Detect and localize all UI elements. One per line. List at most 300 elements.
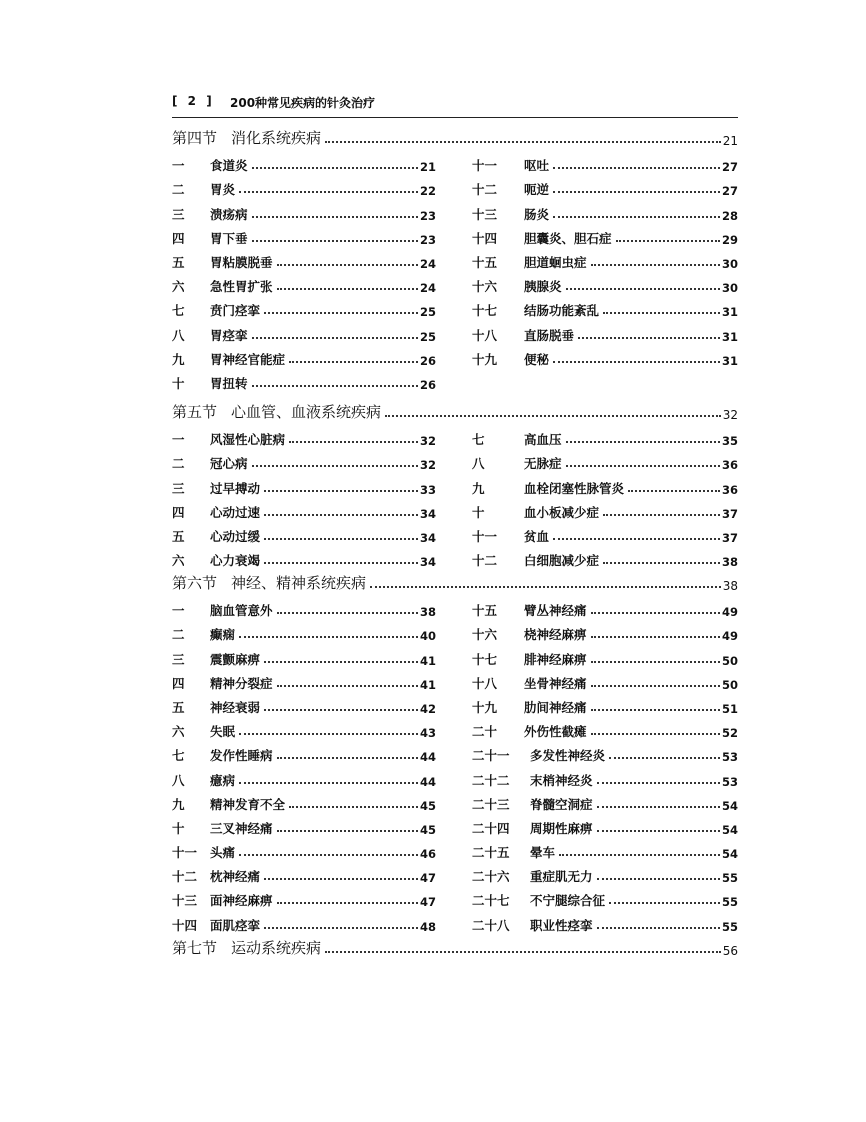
toc-entry [472,595,738,619]
toc-entry [472,198,738,222]
section-heading [172,934,738,958]
entry-number: 二十二 [472,772,510,788]
entry-title: 胃痉挛 [210,327,248,343]
entry-number: 十一 [172,845,198,861]
dot-leader [264,878,418,880]
toc-entry [172,692,436,716]
entry-title: 腓神经麻痹 [524,651,587,667]
entry-number: 八 [472,456,485,472]
toc-entry [172,716,436,740]
entry-page: 31 [721,305,738,320]
dot-leader [264,661,418,663]
entry-page: 55 [721,919,738,934]
dot-leader [591,264,720,266]
toc-entry [472,424,738,448]
section-title: 心血管、血液系统疾病 [231,403,382,421]
dot-leader [566,288,720,290]
toc-entry [172,861,436,885]
entry-page: 38 [721,555,738,570]
entry-title: 桡神经麻痹 [524,627,587,643]
dot-leader [289,806,418,808]
toc-entry [172,497,436,521]
entry-number: 十六 [472,279,498,295]
entry-number: 十八 [472,675,498,691]
section-title: 运动系统疾病 [231,939,322,957]
section-number: 第七节 [172,939,218,957]
entry-page: 38 [419,605,436,620]
entry-number: 十六 [472,627,498,643]
entry-number: 七 [472,432,485,448]
dot-leader [591,709,720,711]
toc-entry [172,521,436,545]
running-header [172,94,738,116]
entry-title: 冠心病 [210,456,248,472]
toc-entry [472,619,738,643]
toc-entry [472,692,738,716]
entry-number: 五 [172,528,185,544]
dot-leader [591,733,720,735]
toc-entry [472,643,738,667]
entry-number: 十四 [172,917,198,933]
dot-leader [252,240,418,242]
entry-page: 35 [721,434,738,449]
entry-title: 脑血管意外 [210,603,273,619]
entry-title: 面肌痉挛 [210,917,261,933]
dot-leader [628,490,720,492]
dot-leader [553,191,720,193]
entry-page: 54 [721,822,738,837]
dot-leader [609,757,720,759]
entry-number: 二十四 [472,820,510,836]
entry-page: 49 [721,605,738,620]
entry-title: 心动过缓 [210,528,261,544]
entry-title: 职业性痉挛 [530,917,593,933]
dot-leader [252,216,418,218]
entry-title: 晕车 [530,845,556,861]
entry-page: 40 [419,629,436,644]
toc-entry [172,885,436,909]
section-6 [172,569,738,934]
toc-entry [172,619,436,643]
entry-columns [172,424,738,569]
entry-page: 49 [721,629,738,644]
entry-title: 多发性神经炎 [530,748,606,764]
entry-page: 37 [721,530,738,545]
dot-leader [597,806,720,808]
entry-page: 52 [721,726,738,741]
entry-title: 胆囊炎、胆石症 [524,230,612,246]
entry-page: 34 [419,555,436,570]
dot-leader [385,415,721,417]
entry-page: 34 [419,530,436,545]
entry-page: 48 [419,919,436,934]
entry-title: 头痛 [210,845,236,861]
entry-title: 癫痫 [210,627,236,643]
toc-entry [472,861,738,885]
dot-leader [325,951,721,953]
toc-entry [172,368,436,392]
dot-leader [239,191,418,193]
entry-page: 25 [419,329,436,344]
entry-title: 胃下垂 [210,230,248,246]
toc-entry [472,716,738,740]
entry-title: 胃炎 [210,182,236,198]
entry-title: 肋间神经痛 [524,699,587,715]
toc-entry [472,344,738,368]
entry-number: 三 [172,206,185,222]
entry-title: 食道炎 [210,158,248,174]
entry-page: 54 [721,798,738,813]
dot-leader [591,636,720,638]
section-page: 32 [722,408,738,422]
toc-entry [172,740,436,764]
section-heading [172,569,738,593]
entry-title: 血小板减少症 [524,504,600,520]
toc-entry [172,344,436,368]
dot-leader [277,830,418,832]
dot-leader [566,441,720,443]
entry-page: 41 [419,677,436,692]
entry-page: 23 [419,208,436,223]
toc-entry [172,271,436,295]
entry-page: 47 [419,895,436,910]
dot-leader [566,465,720,467]
dot-leader [553,361,720,363]
toc-entry [472,497,738,521]
entry-page: 51 [721,701,738,716]
dot-leader [252,465,418,467]
dot-leader [277,288,418,290]
entry-number: 二十三 [472,796,510,812]
entry-page: 50 [721,653,738,668]
entry-number: 八 [172,772,185,788]
entry-number: 九 [172,796,185,812]
entry-page: 54 [721,847,738,862]
entry-number: 十九 [472,351,498,367]
entry-number: 二十一 [472,748,510,764]
entry-title: 贲门痉挛 [210,303,261,319]
entry-number: 五 [172,254,185,270]
dot-leader [616,240,720,242]
toc-entry [172,472,436,496]
entry-page: 53 [721,750,738,765]
entry-title: 面神经麻痹 [210,893,273,909]
page-number: [ 2 ] [172,94,215,108]
section-page: 21 [722,134,738,148]
entry-title: 胃神经官能症 [210,351,286,367]
entry-title: 癔病 [210,772,236,788]
toc-entry [472,295,738,319]
entry-page: 21 [419,160,436,175]
entry-number: 六 [172,279,185,295]
entry-number: 四 [172,504,185,520]
entry-title: 外伤性截瘫 [524,724,587,740]
entry-number: 十四 [472,230,498,246]
entry-number: 十 [172,375,185,391]
entry-title: 发作性睡病 [210,748,273,764]
section-7 [172,934,738,958]
entry-title: 胃扭转 [210,375,248,391]
dot-leader [597,830,720,832]
entry-columns [172,595,738,934]
entry-title: 高血压 [524,432,562,448]
dot-leader [264,709,418,711]
toc-entry [472,174,738,198]
entry-number: 七 [172,748,185,764]
toc-entry [172,448,436,472]
entry-title: 便秘 [524,351,550,367]
dot-leader [264,514,418,516]
entry-number: 九 [172,351,185,367]
entry-title: 胰腺炎 [524,279,562,295]
dot-leader [264,538,418,540]
section-5 [172,398,738,569]
entry-number: 十八 [472,327,498,343]
toc-entry [172,247,436,271]
dot-leader [239,733,418,735]
entry-number: 十七 [472,303,498,319]
entry-number: 二十 [472,724,498,740]
section-number: 第六节 [172,574,218,592]
section-page: 38 [722,579,738,593]
toc-entry [172,150,436,174]
dot-leader [239,782,418,784]
dot-leader [609,902,720,904]
entry-page: 28 [721,208,738,223]
entry-page: 22 [419,184,436,199]
dot-leader [264,927,418,929]
toc-entry [472,472,738,496]
section-heading [172,124,738,148]
section-page: 56 [722,944,738,958]
entry-number: 十九 [472,699,498,715]
entry-title: 急性胃扩张 [210,279,273,295]
left-column [172,595,436,934]
dot-leader [252,167,418,169]
entry-page: 55 [721,895,738,910]
toc-entry [172,837,436,861]
dot-leader [597,782,720,784]
entry-number: 二 [172,627,185,643]
header-rule [172,117,738,118]
entry-title: 贫血 [524,528,550,544]
toc-entry [472,837,738,861]
toc-entry [472,545,738,569]
entry-page: 27 [721,160,738,175]
entry-page: 26 [419,377,436,392]
right-column [472,595,738,934]
entry-page: 47 [419,871,436,886]
entry-title: 失眠 [210,724,236,740]
dot-leader [553,216,720,218]
entry-title: 三叉神经痛 [210,820,273,836]
entry-page: 30 [721,256,738,271]
toc-entry [172,174,436,198]
entry-number: 六 [172,724,185,740]
entry-page: 24 [419,281,436,296]
entry-number: 六 [172,553,185,569]
entry-title: 坐骨神经痛 [524,675,587,691]
entry-number: 二十七 [472,893,510,909]
dot-leader [289,441,418,443]
entry-page: 42 [419,701,436,716]
entry-title: 周期性麻痹 [530,820,593,836]
dot-leader [559,854,720,856]
dot-leader [603,562,720,564]
entry-page: 46 [419,847,436,862]
dot-leader [603,514,720,516]
entry-title: 风湿性心脏病 [210,432,286,448]
entry-title: 枕神经痛 [210,869,261,885]
dot-leader [239,636,418,638]
toc-entry [172,595,436,619]
dot-leader [264,562,418,564]
section-4 [172,124,738,392]
toc-entry [172,764,436,788]
dot-leader [597,927,720,929]
entry-number: 三 [172,651,185,667]
entry-number: 十七 [472,651,498,667]
dot-leader [325,141,721,143]
entry-number: 二 [172,182,185,198]
toc-entry [472,789,738,813]
entry-number: 十二 [472,553,498,569]
entry-page: 30 [721,281,738,296]
entry-page: 53 [721,774,738,789]
left-column [172,150,436,392]
entry-page: 45 [419,798,436,813]
section-heading [172,398,738,422]
entry-page: 36 [721,458,738,473]
section-number: 第四节 [172,129,218,147]
entry-number: 一 [172,603,185,619]
toc-entry [472,885,738,909]
right-column [472,150,738,392]
entry-number: 七 [172,303,185,319]
section-number: 第五节 [172,403,218,421]
entry-title: 精神分裂症 [210,675,273,691]
toc-entry [172,909,436,933]
dot-leader [370,586,721,588]
entry-title: 胆道蛔虫症 [524,254,587,270]
toc-entry [472,271,738,295]
book-title: 200种常见疾病的针灸治疗 [230,96,376,110]
entry-page: 37 [721,506,738,521]
entry-page: 31 [721,329,738,344]
entry-title: 白细胞减少症 [524,553,600,569]
dot-leader [597,878,720,880]
entry-title: 末梢神经炎 [530,772,593,788]
entry-number: 四 [172,675,185,691]
dot-leader [252,337,418,339]
toc-entry [172,424,436,448]
entry-title: 无脉症 [524,456,562,472]
dot-leader [553,538,720,540]
entry-title: 过早搏动 [210,480,261,496]
entry-title: 精神发育不全 [210,796,286,812]
entry-number: 二 [172,456,185,472]
entry-title: 不宁腿综合征 [530,893,606,909]
entry-number: 十二 [472,182,498,198]
toc-entry [172,813,436,837]
dot-leader [591,685,720,687]
entry-page: 27 [721,184,738,199]
right-column [472,424,738,569]
entry-page: 24 [419,256,436,271]
toc-entry [172,198,436,222]
entry-number: 三 [172,480,185,496]
entry-number: 十二 [172,869,198,885]
entry-page: 44 [419,750,436,765]
entry-number: 十一 [472,158,498,174]
toc-entry [472,319,738,343]
toc-entry [172,643,436,667]
entry-page: 25 [419,305,436,320]
toc-entry [172,319,436,343]
entry-title: 重症肌无力 [530,869,593,885]
dot-leader [264,490,418,492]
dot-leader [553,167,720,169]
dot-leader [591,612,720,614]
entry-title: 震颤麻痹 [210,651,261,667]
entry-title: 心力衰竭 [210,553,261,569]
entry-columns [172,150,738,392]
dot-leader [252,385,418,387]
section-title: 神经、精神系统疾病 [231,574,367,592]
entry-page: 41 [419,653,436,668]
toc-entry [172,789,436,813]
toc-entry [472,813,738,837]
entry-title: 呃逆 [524,182,550,198]
entry-number: 八 [172,327,185,343]
entry-page: 55 [721,871,738,886]
toc-entry [472,521,738,545]
dot-leader [578,337,720,339]
dot-leader [289,361,418,363]
entry-number: 二十六 [472,869,510,885]
entry-title: 溃疡病 [210,206,248,222]
dot-leader [277,685,418,687]
entry-page: 45 [419,822,436,837]
dot-leader [264,312,418,314]
entry-number: 二十八 [472,917,510,933]
entry-number: 十五 [472,603,498,619]
toc-entry [472,668,738,692]
entry-page: 31 [721,353,738,368]
entry-title: 直肠脱垂 [524,327,575,343]
entry-title: 结肠功能紊乱 [524,303,600,319]
toc-entry [172,295,436,319]
entry-number: 一 [172,432,185,448]
toc-entry [472,909,738,933]
dot-leader [239,854,418,856]
toc-entry [172,545,436,569]
entry-number: 九 [472,480,485,496]
entry-page: 29 [721,232,738,247]
entry-title: 臂丛神经痛 [524,603,587,619]
dot-leader [277,264,418,266]
section-title: 消化系统疾病 [231,129,322,147]
entry-title: 心动过速 [210,504,261,520]
entry-number: 二十五 [472,845,510,861]
toc-entry [472,150,738,174]
entry-number: 十三 [172,893,198,909]
entry-number: 十 [472,504,485,520]
entry-page: 36 [721,482,738,497]
entry-page: 43 [419,726,436,741]
entry-number: 十五 [472,254,498,270]
left-column [172,424,436,569]
